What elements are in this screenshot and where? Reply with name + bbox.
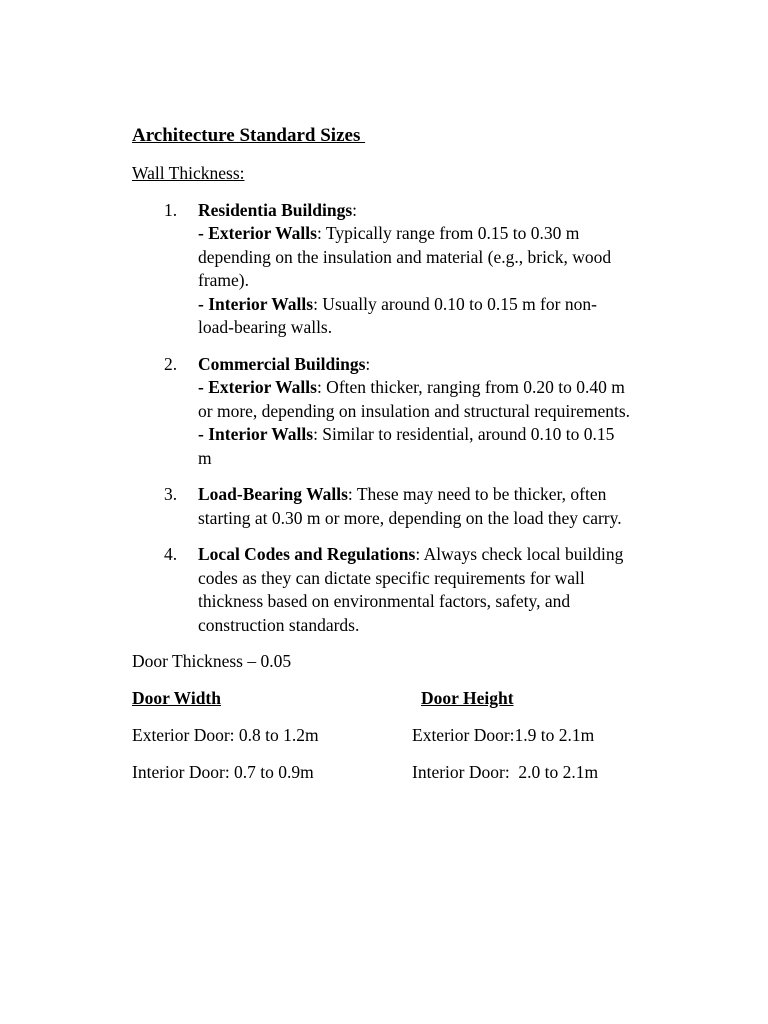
door-width-value: Exterior Door: 0.8 to 1.2m [132, 724, 319, 745]
sub-line-prefix: - [198, 223, 209, 243]
item-sub-line [198, 293, 632, 340]
item-heading: Commercial Buildings [198, 353, 366, 374]
list-number: 4. [164, 544, 178, 564]
door-height-header: Door Height [421, 687, 514, 708]
list-item [132, 353, 632, 471]
item-heading-suffix: : [352, 199, 358, 220]
door-height-value: Interior Door: 2.0 to 2.1m [412, 761, 599, 782]
item-heading: Residentia Buildings [198, 199, 353, 220]
item-heading-suffix: : [365, 353, 371, 374]
wall-thickness-list [132, 199, 632, 638]
sub-line-text: : Usually around 0.10 to 0.15 m for non-load-bearing walls. [198, 293, 597, 337]
item-heading-line [198, 199, 632, 223]
sub-line-text: : Often thicker, ranging from 0.20 to 0.40 m or more, depending on insulation and structural requirements. [198, 377, 631, 421]
sub-line-bold: Exterior Walls [208, 223, 317, 243]
door-width-header: Door Width [132, 687, 221, 708]
wall-thickness-label: Wall Thickness: [132, 163, 245, 183]
document-page [132, 124, 632, 798]
item-sub-line [198, 376, 632, 423]
item-heading-line [198, 353, 632, 377]
list-number: 2. [164, 353, 178, 374]
sub-line-bold: Exterior Walls [208, 377, 317, 397]
item-heading-line [198, 543, 632, 637]
list-item [132, 543, 632, 637]
item-heading: Load-Bearing Walls [198, 484, 348, 504]
table-row [132, 761, 632, 785]
list-number: 1. [164, 199, 178, 220]
sub-line-text: : Typically range from 0.15 to 0.30 m depending on the insulation and material (e.g., brick, wood frame). [198, 223, 612, 290]
door-table-header [132, 687, 632, 711]
door-thickness: Door Thickness – 0.05 [132, 651, 292, 671]
table-row [132, 724, 632, 748]
item-heading: Local Codes and Regulations [198, 544, 416, 564]
item-heading-line [198, 483, 632, 530]
sub-line-bold: Interior Walls [208, 293, 314, 314]
item-sub-line [198, 423, 632, 470]
sub-line-prefix: - [198, 377, 209, 397]
list-item [132, 483, 632, 530]
item-heading-suffix: : Always check local building codes as they can dictate specific requirements for wall thickness based on environmental factors, safety, and construction standards. [198, 544, 624, 635]
list-item [132, 199, 632, 340]
door-height-value: Exterior Door:1.9 to 2.1m [412, 724, 595, 745]
sub-line-prefix: - [198, 424, 209, 444]
list-number: 3. [164, 484, 178, 504]
door-width-value: Interior Door: 0.7 to 0.9m [132, 761, 314, 782]
sub-line-text: : Similar to residential, around 0.10 to 0.15 m [198, 424, 615, 468]
sub-line-prefix: - [198, 293, 209, 314]
sub-line-bold: Interior Walls [208, 424, 314, 444]
item-heading-suffix: : These may need to be thicker, often starting at 0.30 m or more, depending on the load they carry. [198, 484, 622, 528]
item-sub-line [198, 222, 632, 293]
document-title: Architecture Standard Sizes [132, 125, 366, 146]
